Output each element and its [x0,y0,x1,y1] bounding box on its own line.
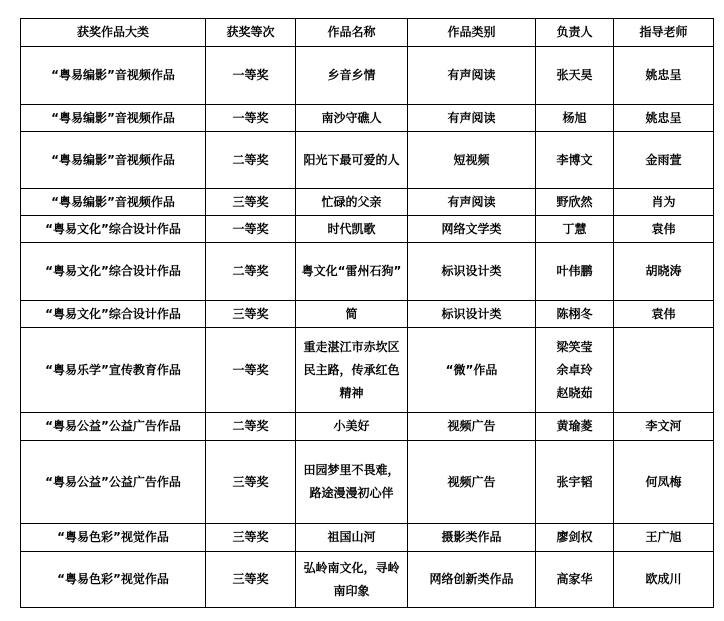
table-row [21,413,714,441]
cell-advisor: 姚忠呈 [614,47,714,105]
table-row [21,216,714,243]
cell-work: 粤文化“雷州石狗” [296,243,408,301]
cell-leader: 廖剑权 [536,524,614,552]
header-row [21,19,714,47]
cell-work: 忙碌的父亲 [296,189,408,216]
cell-leader: 张天昊 [536,47,614,105]
cell-advisor: 李文河 [614,413,714,441]
cell-type: 标识设计类 [408,301,536,328]
cell-award: 二等奖 [206,243,296,301]
header-leader: 负责人 [536,19,614,47]
cell-type: 网络文学类 [408,216,536,243]
cell-award: 一等奖 [206,47,296,105]
cell-type: 短视频 [408,132,536,189]
cell-award: 三等奖 [206,552,296,608]
cell-type: 摄影类作品 [408,524,536,552]
cell-category: “粤易色彩”视觉作品 [21,524,206,552]
cell-type: 视频广告 [408,441,536,524]
cell-award: 三等奖 [206,524,296,552]
header-category: 获奖作品大类 [21,19,206,47]
table-row [21,47,714,105]
cell-type: 标识设计类 [408,243,536,301]
table-row [21,552,714,608]
cell-work: 简 [296,301,408,328]
cell-advisor: 王广旭 [614,524,714,552]
cell-leader: 黄瑜菱 [536,413,614,441]
cell-advisor: 欧成川 [614,552,714,608]
cell-leader: 丁慧 [536,216,614,243]
table-row [21,189,714,216]
table-row [21,243,714,301]
cell-type: 有声阅读 [408,47,536,105]
cell-advisor: 金雨萱 [614,132,714,189]
cell-category: “粤易乐学”宣传教育作品 [21,328,206,413]
cell-category: “粤易公益”公益广告作品 [21,413,206,441]
cell-advisor: 袁伟 [614,301,714,328]
cell-leader: 陈栩冬 [536,301,614,328]
cell-category: “粤易编影”音视频作品 [21,47,206,105]
cell-award: 三等奖 [206,189,296,216]
cell-leader: 梁笑莹 余卓玲 赵晓茹 [536,328,614,413]
cell-award: 一等奖 [206,328,296,413]
cell-leader: 高家华 [536,552,614,608]
cell-category: “粤易色彩”视觉作品 [21,552,206,608]
cell-work: 弘岭南文化，寻岭南印象 [296,552,408,608]
cell-type: “微”作品 [408,328,536,413]
cell-advisor [614,328,714,413]
table-row [21,328,714,413]
header-advisor: 指导老师 [614,19,714,47]
header-type: 作品类别 [408,19,536,47]
cell-advisor: 肖为 [614,189,714,216]
table-row [21,524,714,552]
cell-work: 重走湛江市赤坎区民主路，传承红色精神 [296,328,408,413]
cell-advisor: 何凤梅 [614,441,714,524]
cell-work: 祖国山河 [296,524,408,552]
cell-award: 二等奖 [206,132,296,189]
cell-award: 一等奖 [206,105,296,132]
awards-table [20,18,714,608]
cell-advisor: 袁伟 [614,216,714,243]
cell-category: “粤易文化”综合设计作品 [21,216,206,243]
cell-award: 三等奖 [206,301,296,328]
cell-type: 网络创新类作品 [408,552,536,608]
cell-type: 有声阅读 [408,105,536,132]
cell-award: 二等奖 [206,413,296,441]
cell-leader: 野欣然 [536,189,614,216]
cell-type: 视频广告 [408,413,536,441]
cell-category: “粤易编影”音视频作品 [21,132,206,189]
header-work: 作品名称 [296,19,408,47]
cell-advisor: 胡晓涛 [614,243,714,301]
cell-advisor: 姚忠呈 [614,105,714,132]
cell-leader: 李博文 [536,132,614,189]
cell-work: 时代凯歌 [296,216,408,243]
cell-award: 三等奖 [206,441,296,524]
cell-category: “粤易文化”综合设计作品 [21,243,206,301]
cell-type: 有声阅读 [408,189,536,216]
cell-award: 一等奖 [206,216,296,243]
cell-category: “粤易编影”音视频作品 [21,189,206,216]
table-row [21,301,714,328]
cell-work: 小美好 [296,413,408,441]
table-row [21,105,714,132]
cell-work: 南沙守礁人 [296,105,408,132]
cell-work: 乡音乡情 [296,47,408,105]
cell-leader: 杨旭 [536,105,614,132]
cell-leader: 叶伟鹏 [536,243,614,301]
cell-work: 阳光下最可爱的人 [296,132,408,189]
cell-category: “粤易编影”音视频作品 [21,105,206,132]
table-row [21,132,714,189]
cell-work: 田园梦里不畏难，路途漫漫初心伴 [296,441,408,524]
cell-category: “粤易公益”公益广告作品 [21,441,206,524]
cell-category: “粤易文化”综合设计作品 [21,301,206,328]
table-row [21,441,714,524]
header-award: 获奖等次 [206,19,296,47]
cell-leader: 张宇韬 [536,441,614,524]
